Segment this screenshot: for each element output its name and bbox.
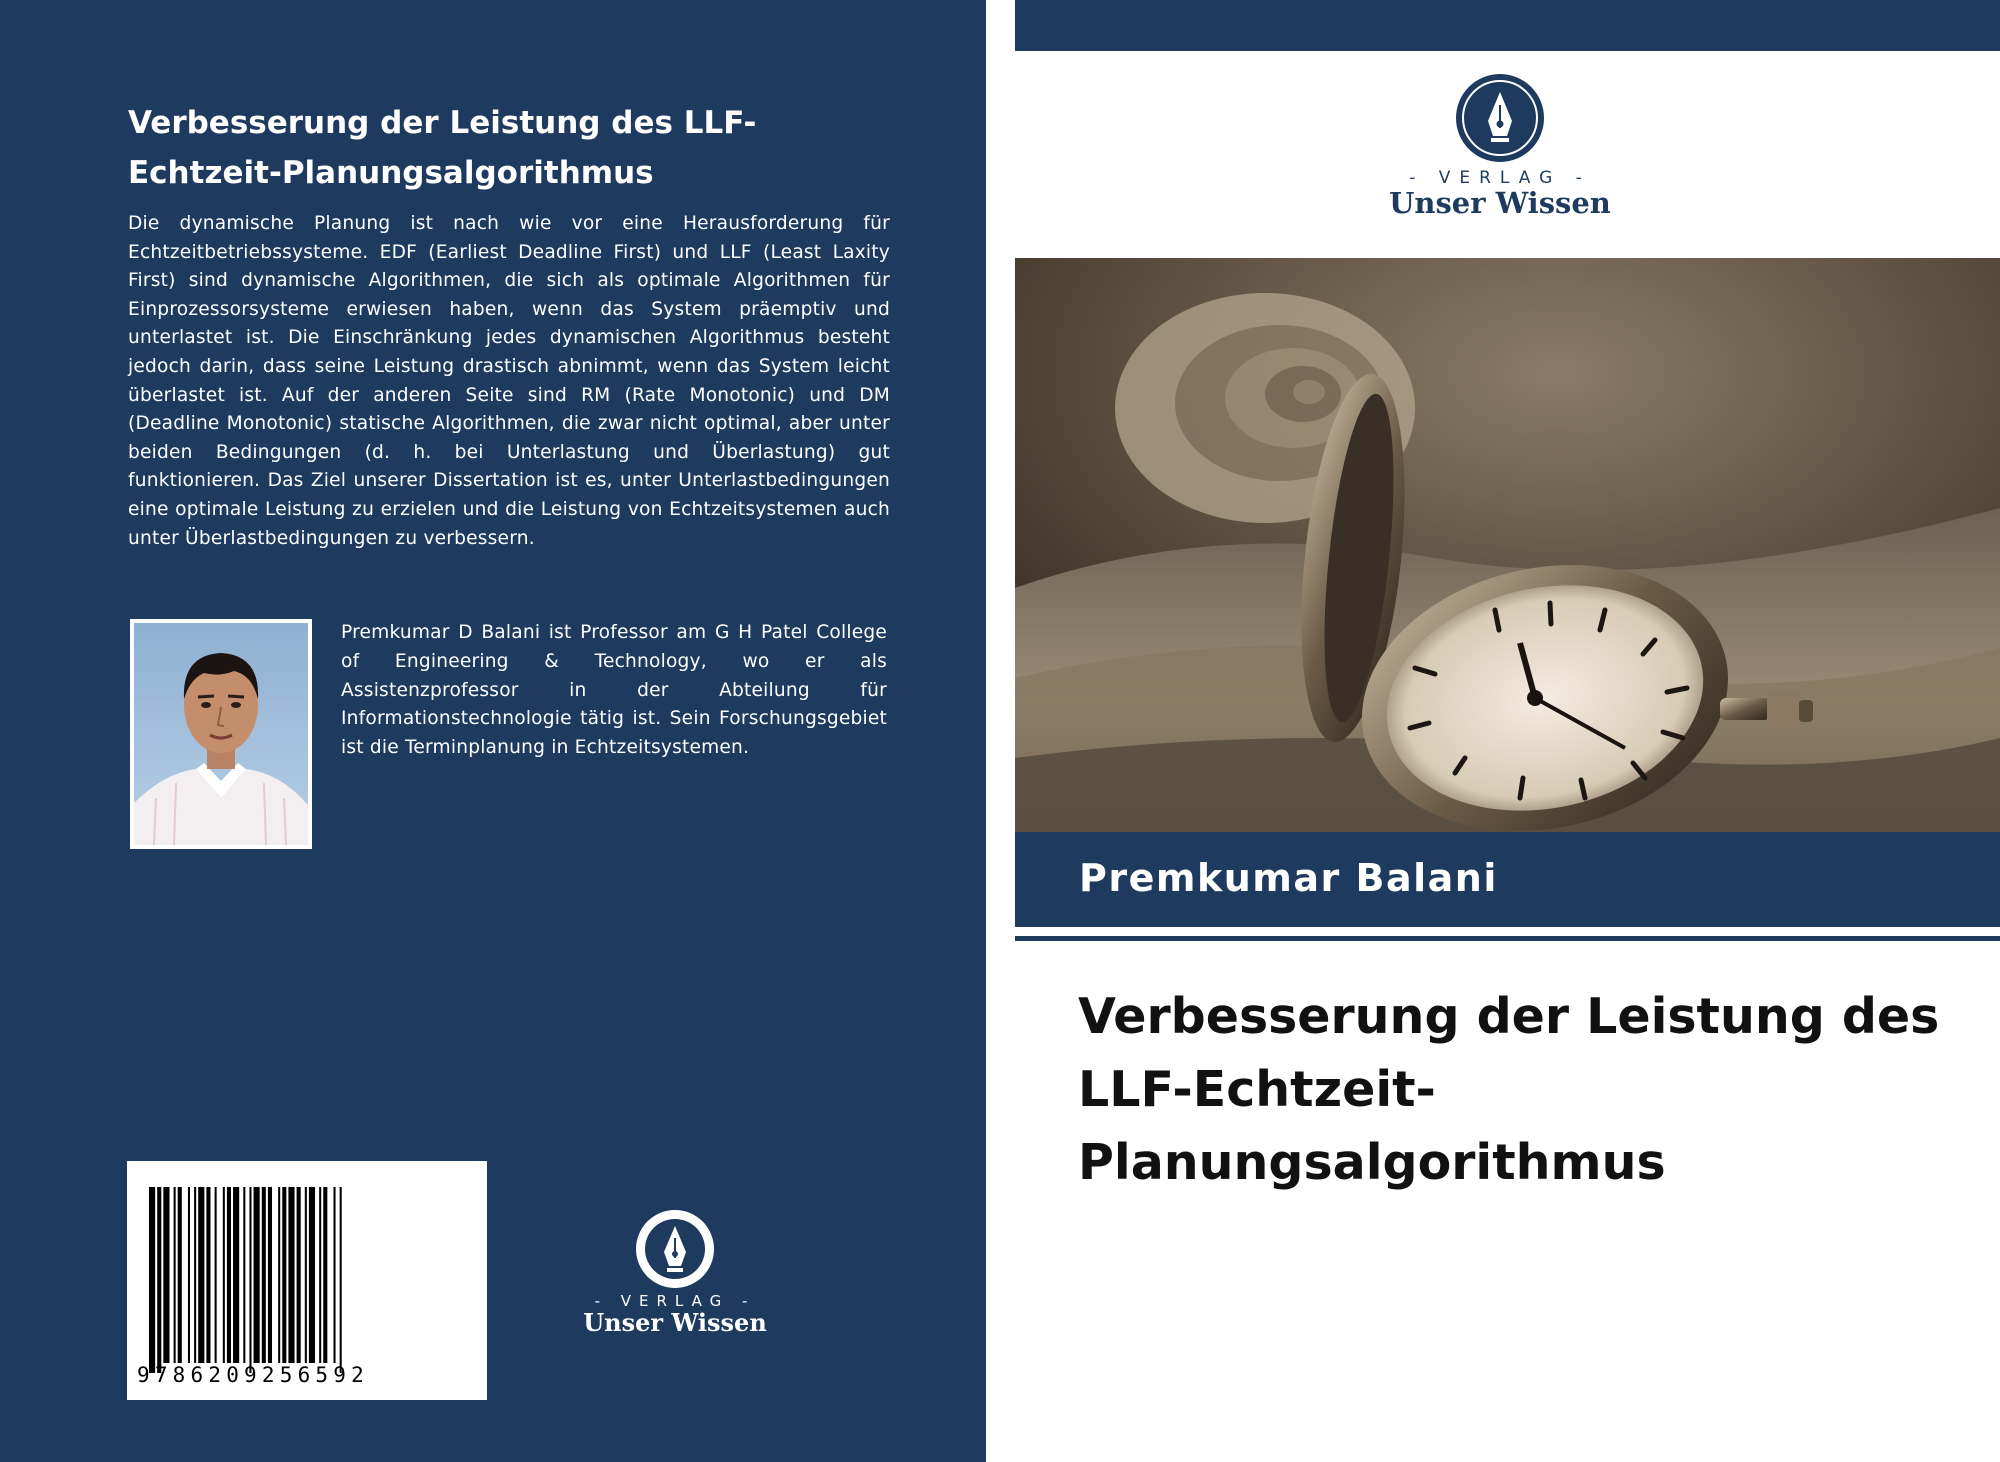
barcode-bar	[340, 1187, 342, 1373]
barcode-bar	[282, 1187, 286, 1363]
barcode-bar	[249, 1187, 251, 1373]
barcode-bar	[163, 1187, 169, 1363]
divider	[1015, 936, 2000, 941]
barcode-bar	[334, 1187, 336, 1363]
front-logo-verlag: - VERLAG -	[1409, 168, 1591, 188]
barcode-bar	[288, 1187, 294, 1363]
back-logo-verlag: - VERLAG -	[594, 1292, 756, 1310]
back-cover-title: Verbesserung der Leistung des LLF-Echtzeit-Planungsalgorithmus	[128, 105, 757, 191]
barcode-bar	[215, 1187, 217, 1363]
author-portrait	[130, 619, 312, 849]
author-portrait-photo	[134, 623, 308, 845]
front-publisher-logo	[1350, 72, 1650, 222]
back-cover	[0, 0, 986, 1462]
fountain-pen-nib-icon	[634, 1208, 716, 1290]
back-cover-blurb: Die dynamische Planung ist nach wie vor eine Herausforderung für Echtzeitbetriebssysteme. EDF (Earliest Deadline First) und LLF (Least Laxity First) sind dynamische Algorithmen, die sich als optimale Algorithmen für Einprozessorsysteme erwiesen haben, wenn das System präemptiv und unterlastet ist. Die Einschränkung jedes dynamischen Algorithmus besteht jedoch darin, dass seine Leistung drastisch abnimmt, wenn das System leicht überlastet ist. Auf der anderen Seite sind RM (Rate Monotonic) und DM (Deadline Monotonic) statische Algorithmen, die zwar nicht optimal, aber unter beiden Bedingungen (d. h. bei Unterlastung und Überlastung) gut funktionieren. Das Ziel unserer Dissertation ist es, unter Unterlastbedingungen eine optimale Leistung zu erzielen und die Leistung von Echtzeitsystemen auch unter Überlastbedingungen zu verbessern.	[128, 213, 890, 549]
barcode-bar	[178, 1187, 182, 1363]
barcode-bar	[323, 1187, 327, 1363]
barcode-bar	[198, 1187, 204, 1363]
barcode-bar	[188, 1187, 190, 1363]
author-bio: Premkumar D Balani ist Professor am G H Patel College of Engineering & Technology, wo er als Assistenzprofessor in der Abteilung für Informationstechnologie tätig ist. Sein Forschungsgebiet ist die Terminplanung in Echtzeitsystemen.	[341, 622, 887, 759]
barcode-bar	[268, 1187, 272, 1363]
cover-photo	[1015, 258, 2000, 832]
fountain-pen-nib-icon	[1454, 72, 1546, 164]
barcode-bar	[227, 1187, 231, 1363]
front-top-bar	[1015, 0, 2000, 51]
barcode-bar	[243, 1187, 245, 1363]
barcode-bar	[157, 1187, 161, 1373]
barcode-bar	[149, 1187, 155, 1373]
barcode-digits: 9786209256592	[137, 1363, 369, 1387]
barcode-bar	[278, 1187, 280, 1363]
barcode-bar	[319, 1187, 321, 1363]
front-cover-title: Verbesserung der Leistung des LLF-Echtzeit-Planungsalgorithmus	[1078, 988, 1940, 1191]
barcode-bar	[194, 1187, 196, 1363]
barcode-bar	[206, 1187, 210, 1363]
barcode-bar	[305, 1187, 307, 1363]
barcode-bar	[309, 1187, 315, 1363]
barcode-bar	[233, 1187, 239, 1363]
pocket-watch-in-sand-photo	[1015, 258, 2000, 832]
author-band	[1015, 832, 2000, 927]
barcode-bar	[223, 1187, 225, 1363]
isbn-barcode	[127, 1161, 487, 1400]
front-author-name: Premkumar Balani	[1079, 856, 1498, 900]
barcode-bar	[254, 1187, 260, 1363]
back-logo-brand: Unser Wissen	[583, 1308, 767, 1337]
barcode-bar	[262, 1187, 266, 1363]
barcode-bar	[174, 1187, 176, 1363]
back-publisher-logo	[560, 1208, 790, 1338]
front-logo-brand: Unser Wissen	[1389, 186, 1611, 220]
barcode-bar	[297, 1187, 301, 1363]
